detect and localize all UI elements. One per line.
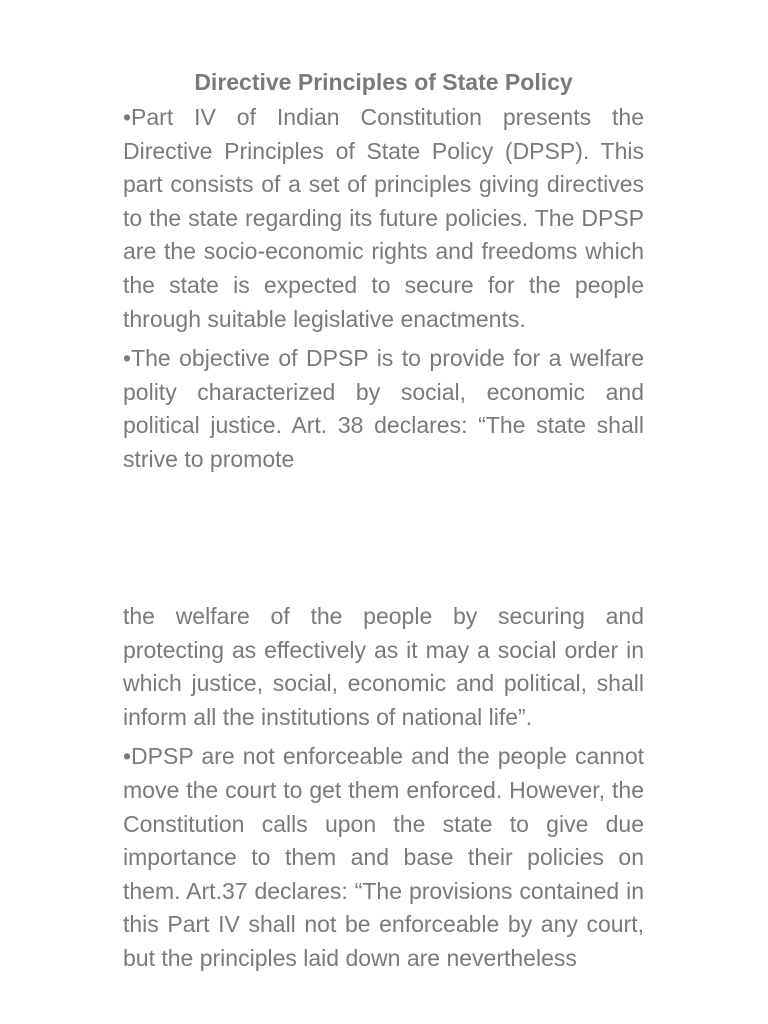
- paragraph-welfare: the welfare of the people by securing and protecting as effectively as it may a social order in which justice, social, economic and political, shall inform all the institutions of national life”.: [123, 603, 644, 730]
- text-block-bottom: [123, 600, 644, 982]
- text-block-top: [123, 67, 644, 483]
- paragraph-enforceability: •DPSP are not enforceable and the people cannot move the court to get them enforced. However, the Constitution calls upon the state to give due importance to them and base their policies on them. Art.37 declares: “The provisions contained in this Part IV shall not be enforceable by any court, but the principles laid down are nevertheless: [123, 743, 644, 971]
- paragraph-part-iv: •Part IV of Indian Constitution presents the Directive Principles of State Policy (DPSP). This part consists of a set of principles giving directives to the state regarding its future policies. The DPSP are the socio-economic rights and freedoms which the state is expected to secure for the people through suitable legislative enactments.: [123, 104, 644, 332]
- paragraph-objective: •The objective of DPSP is to provide for a welfare polity characterized by social, economic and political justice. Art. 38 declares: “The state shall strive to promote: [123, 345, 644, 472]
- page-title: Directive Principles of State Policy: [194, 69, 573, 95]
